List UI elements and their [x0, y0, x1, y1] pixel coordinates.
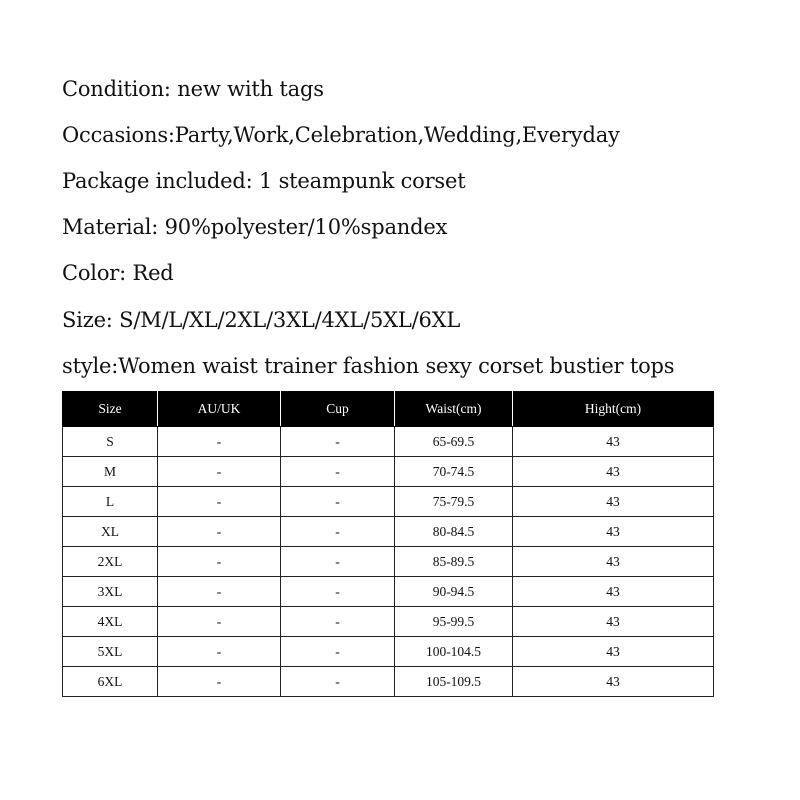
cell-hight: 43: [513, 577, 714, 607]
cell-hight: 43: [513, 427, 714, 457]
size-line: Size: S/M/L/XL/2XL/3XL/4XL/5XL/6XL: [62, 308, 461, 332]
cell-au-uk: -: [158, 637, 281, 667]
table-row: [63, 517, 714, 547]
package-line: Package included: 1 steampunk corset: [62, 169, 466, 193]
cell-hight: 43: [513, 607, 714, 637]
style-line: style:Women waist trainer fashion sexy corset bustier tops: [62, 354, 675, 378]
cell-hight: 43: [513, 667, 714, 697]
cell-cup: -: [281, 427, 395, 457]
cell-waist: 100-104.5: [395, 637, 513, 667]
cell-au-uk: -: [158, 457, 281, 487]
cell-waist: 80-84.5: [395, 517, 513, 547]
cell-hight: 43: [513, 517, 714, 547]
header-waist: Waist(cm): [395, 392, 513, 427]
cell-size: 5XL: [63, 637, 158, 667]
cell-size: 2XL: [63, 547, 158, 577]
table-row: [63, 607, 714, 637]
cell-waist: 65-69.5: [395, 427, 513, 457]
size-chart-table: [62, 391, 714, 697]
header-cup: Cup: [281, 392, 395, 427]
cell-cup: -: [281, 547, 395, 577]
cell-cup: -: [281, 577, 395, 607]
header-size: Size: [63, 392, 158, 427]
cell-waist: 85-89.5: [395, 547, 513, 577]
table-row: [63, 667, 714, 697]
cell-hight: 43: [513, 487, 714, 517]
cell-cup: -: [281, 457, 395, 487]
cell-size: 3XL: [63, 577, 158, 607]
table-row: [63, 637, 714, 667]
cell-au-uk: -: [158, 517, 281, 547]
size-chart-header: [63, 392, 714, 427]
cell-au-uk: -: [158, 607, 281, 637]
cell-cup: -: [281, 517, 395, 547]
cell-hight: 43: [513, 547, 714, 577]
cell-au-uk: -: [158, 487, 281, 517]
cell-hight: 43: [513, 637, 714, 667]
cell-size: M: [63, 457, 158, 487]
table-row: [63, 457, 714, 487]
cell-waist: 95-99.5: [395, 607, 513, 637]
cell-au-uk: -: [158, 427, 281, 457]
cell-size: L: [63, 487, 158, 517]
header-row: [63, 392, 714, 427]
cell-au-uk: -: [158, 547, 281, 577]
cell-cup: -: [281, 487, 395, 517]
size-chart-body: [63, 427, 714, 697]
cell-size: 4XL: [63, 607, 158, 637]
header-hight: Hight(cm): [513, 392, 714, 427]
cell-au-uk: -: [158, 667, 281, 697]
cell-waist: 70-74.5: [395, 457, 513, 487]
cell-size: 6XL: [63, 667, 158, 697]
color-line: Color: Red: [62, 261, 174, 285]
cell-cup: -: [281, 667, 395, 697]
table-row: [63, 487, 714, 517]
cell-cup: -: [281, 637, 395, 667]
table-row: [63, 577, 714, 607]
cell-waist: 90-94.5: [395, 577, 513, 607]
table-row: [63, 547, 714, 577]
cell-size: XL: [63, 517, 158, 547]
cell-waist: 75-79.5: [395, 487, 513, 517]
cell-hight: 43: [513, 457, 714, 487]
cell-waist: 105-109.5: [395, 667, 513, 697]
header-au-uk: AU/UK: [158, 392, 281, 427]
cell-size: S: [63, 427, 158, 457]
cell-au-uk: -: [158, 577, 281, 607]
cell-cup: -: [281, 607, 395, 637]
occasions-line: Occasions:Party,Work,Celebration,Wedding,Everyday: [62, 123, 620, 147]
table-row: [63, 427, 714, 457]
condition-line: Condition: new with tags: [62, 77, 324, 101]
material-line: Material: 90%polyester/10%spandex: [62, 215, 448, 239]
